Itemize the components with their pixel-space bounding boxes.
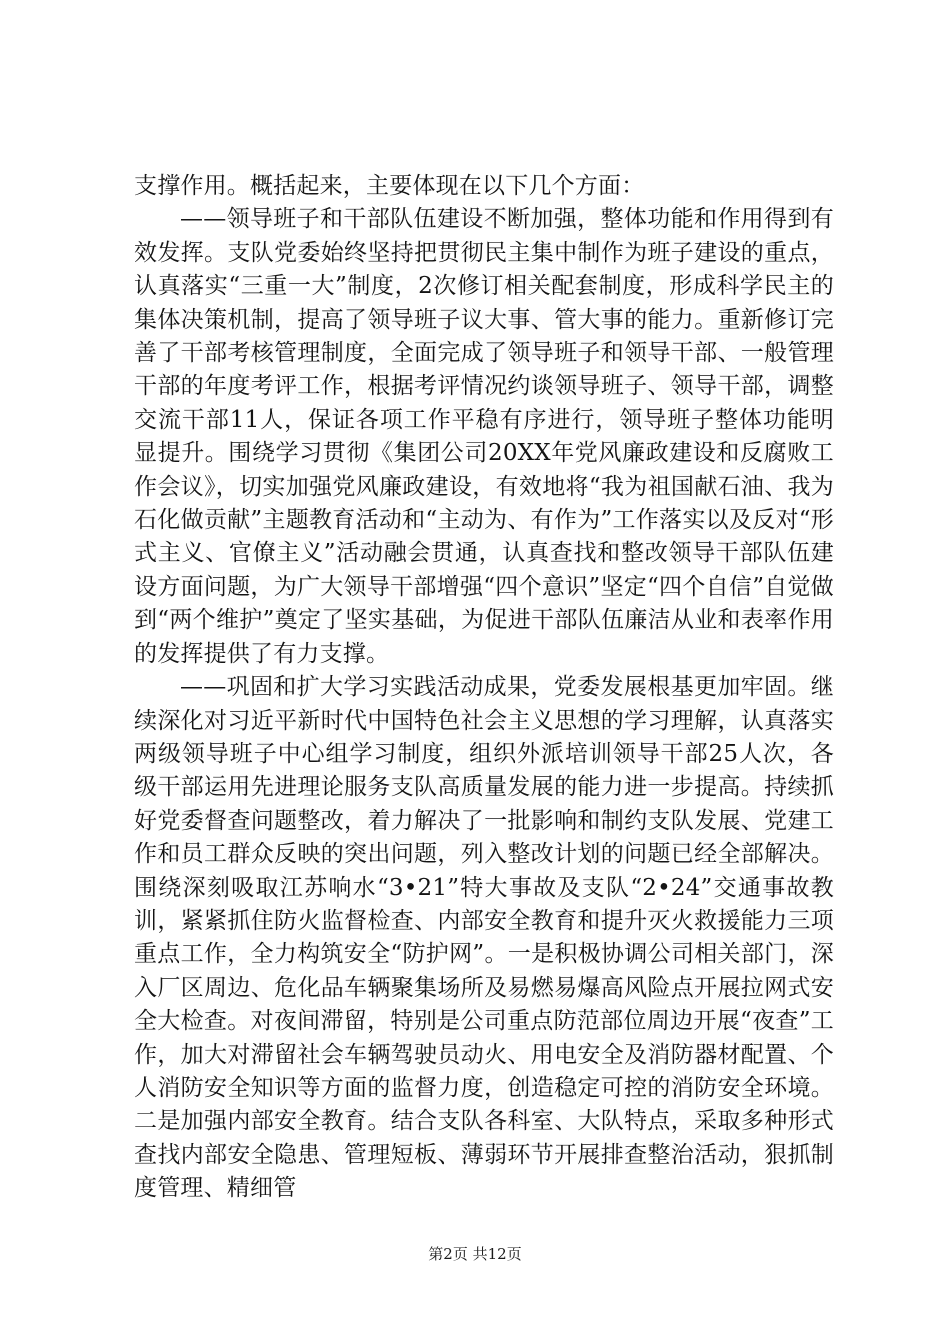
page-number-footer: 第2页 共12页 <box>428 1245 522 1263</box>
document-body <box>134 170 834 1206</box>
paragraph-study-practice: ——巩固和扩大学习实践活动成果，党委发展根基更加牢固。继续深化对习近平新时代中国特色社会主义思想的学习理解，认真落实两级领导班子中心组学习制度，组织外派培训领导干部25人次，各级干部运用先进理论服务支队高质量发展的能力进一步提高。持续抓好党委督查问题整改，着力解决了一批影响和制约支队发展、党建工作和员工群众反映的突出问题，列入整改计划的问题已经全部解决。围绕深刻吸取江苏响水“3•21”特大事故及支队“2•24”交通事故教训，紧紧抓住防火监督检查、内部安全教育和提升灭火救援能力三项重点工作，全力构筑安全“防护网”。一是积极协调公司相关部门，深入厂区周边、危化品车辆聚集场所及易燃易爆高风险点开展拉网式安全大检查。对夜间滞留，特别是公司重点防范部位周边开展“夜查”工作，加大对滞留社会车辆驾驶员动火、用电安全及消防器材配置、个人消防安全知识等方面的监督力度，创造稳定可控的消防安全环境。二是加强内部安全教育。结合支队各科室、大队特点，采取多种形式查找内部安全隐患、管理短板、薄弱环节开展排查整治活动，狠抓制度管理、精细管 <box>134 674 834 1202</box>
paragraph-continuation: 支撑作用。概括起来，主要体现在以下几个方面： <box>134 173 645 199</box>
paragraph-leadership: ——领导班子和干部队伍建设不断加强，整体功能和作用得到有效发挥。支队党委始终坚持把贯彻民主集中制作为班子建设的重点，认真落实“三重一大”制度，2次修订相关配套制度，形成科学民主的集体决策机制，提高了领导班子议大事、管大事的能力。重新修订完善了干部考核管理制度，全面完成了领导班子和领导干部、一般管理干部的年度考评工作，根据考评情况约谈领导班子、领导干部，调整交流干部11人，保证各项工作平稳有序进行，领导班子整体功能明显提升。围绕学习贯彻《集团公司20XX年党风廉政建设和反腐败工作会议》，切实加强党风廉政建设，有效地将“我为祖国献石油、我为石化做贡献”主题教育活动和“主动为、有作为”工作落实以及反对“形式主义、官僚主义”活动融会贯通，认真查找和整改领导干部队伍建设方面问题，为广大领导干部增强“四个意识”坚定“四个自信”自觉做到“两个维护”奠定了坚实基础，为促进干部队伍廉洁从业和表率作用的发挥提供了有力支撑。 <box>134 206 834 667</box>
